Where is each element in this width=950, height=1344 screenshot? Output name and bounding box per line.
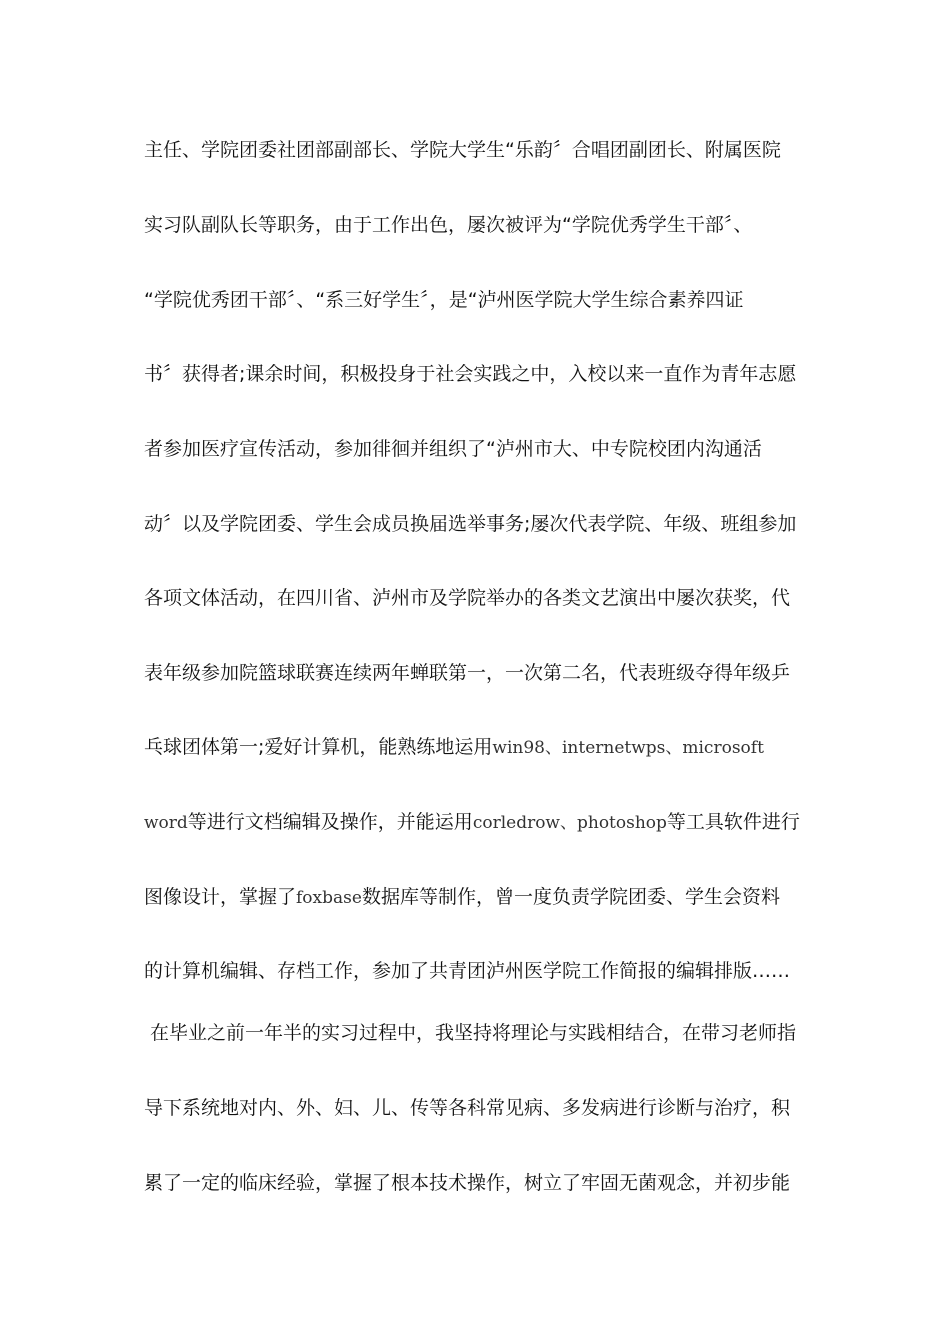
text-line: 导下系统地对内、外、妇、儿、传等各科常见病、多发病进行诊断与治疗，积 (144, 1097, 791, 1119)
software-names: win98、internetwps、microsoft (492, 738, 764, 758)
text-line: 书〞获得者;课余时间，积极投身于社会实践之中，入校以来一直作为青年志愿 (144, 363, 797, 385)
text-line: 实习队副队长等职务，由于工作出色，屡次被评为“学院优秀学生干部〞、 (144, 214, 753, 236)
text-line: 动〞以及学院团委、学生会成员换届选举事务;屡次代表学院、年级、班组参加 (144, 513, 797, 535)
text-line (144, 807, 824, 837)
text-line: 的计算机编辑、存档工作，参加了共青团泸州医学院工作简报的编辑排版…… (144, 960, 791, 982)
text-line: 表年级参加院篮球联赛连续两年蝉联第一，一次第二名，代表班级夺得年级乒 (144, 662, 791, 684)
text-segment: 等进行文档编辑及操作，并能运用 (187, 811, 473, 833)
software-name: foxbase (296, 888, 362, 908)
paragraph-first-line: 在毕业之前一年半的实习过程中，我坚持将理论与实践相结合，在带习老师指 (150, 1022, 797, 1044)
text-segment: 乓球团体第一;爱好计算机，能熟练地运用 (144, 736, 493, 758)
text-segment: 图像设计，掌握了 (144, 886, 297, 908)
text-line (144, 882, 824, 912)
text-line: 者参加医疗宣传活动，参加徘徊并组织了“泸州市大、中专院校团内沟通活 (144, 438, 762, 460)
text-line (144, 732, 824, 762)
text-segment: 数据库等制作，曾一度负责学院团委、学生会资料 (361, 886, 780, 908)
software-names: corledrow、photoshop (472, 813, 667, 833)
text-line: “学院优秀团干部〞、“系三好学生〞，是“泸州医学院大学生综合素养四证 (144, 289, 744, 311)
software-name: word (144, 813, 188, 833)
text-line: 累了一定的临床经验，掌握了根本技术操作，树立了牢固无菌观念，并初步能 (144, 1172, 791, 1194)
text-line: 主任、学院团委社团部副部长、学院大学生“乐韵〞合唱团副团长、附属医院 (144, 139, 781, 161)
text-line: 各项文体活动，在四川省、泸州市及学院举办的各类文艺演出中屡次获奖，代 (144, 587, 791, 609)
text-segment: 等工具软件进行 (666, 811, 800, 833)
